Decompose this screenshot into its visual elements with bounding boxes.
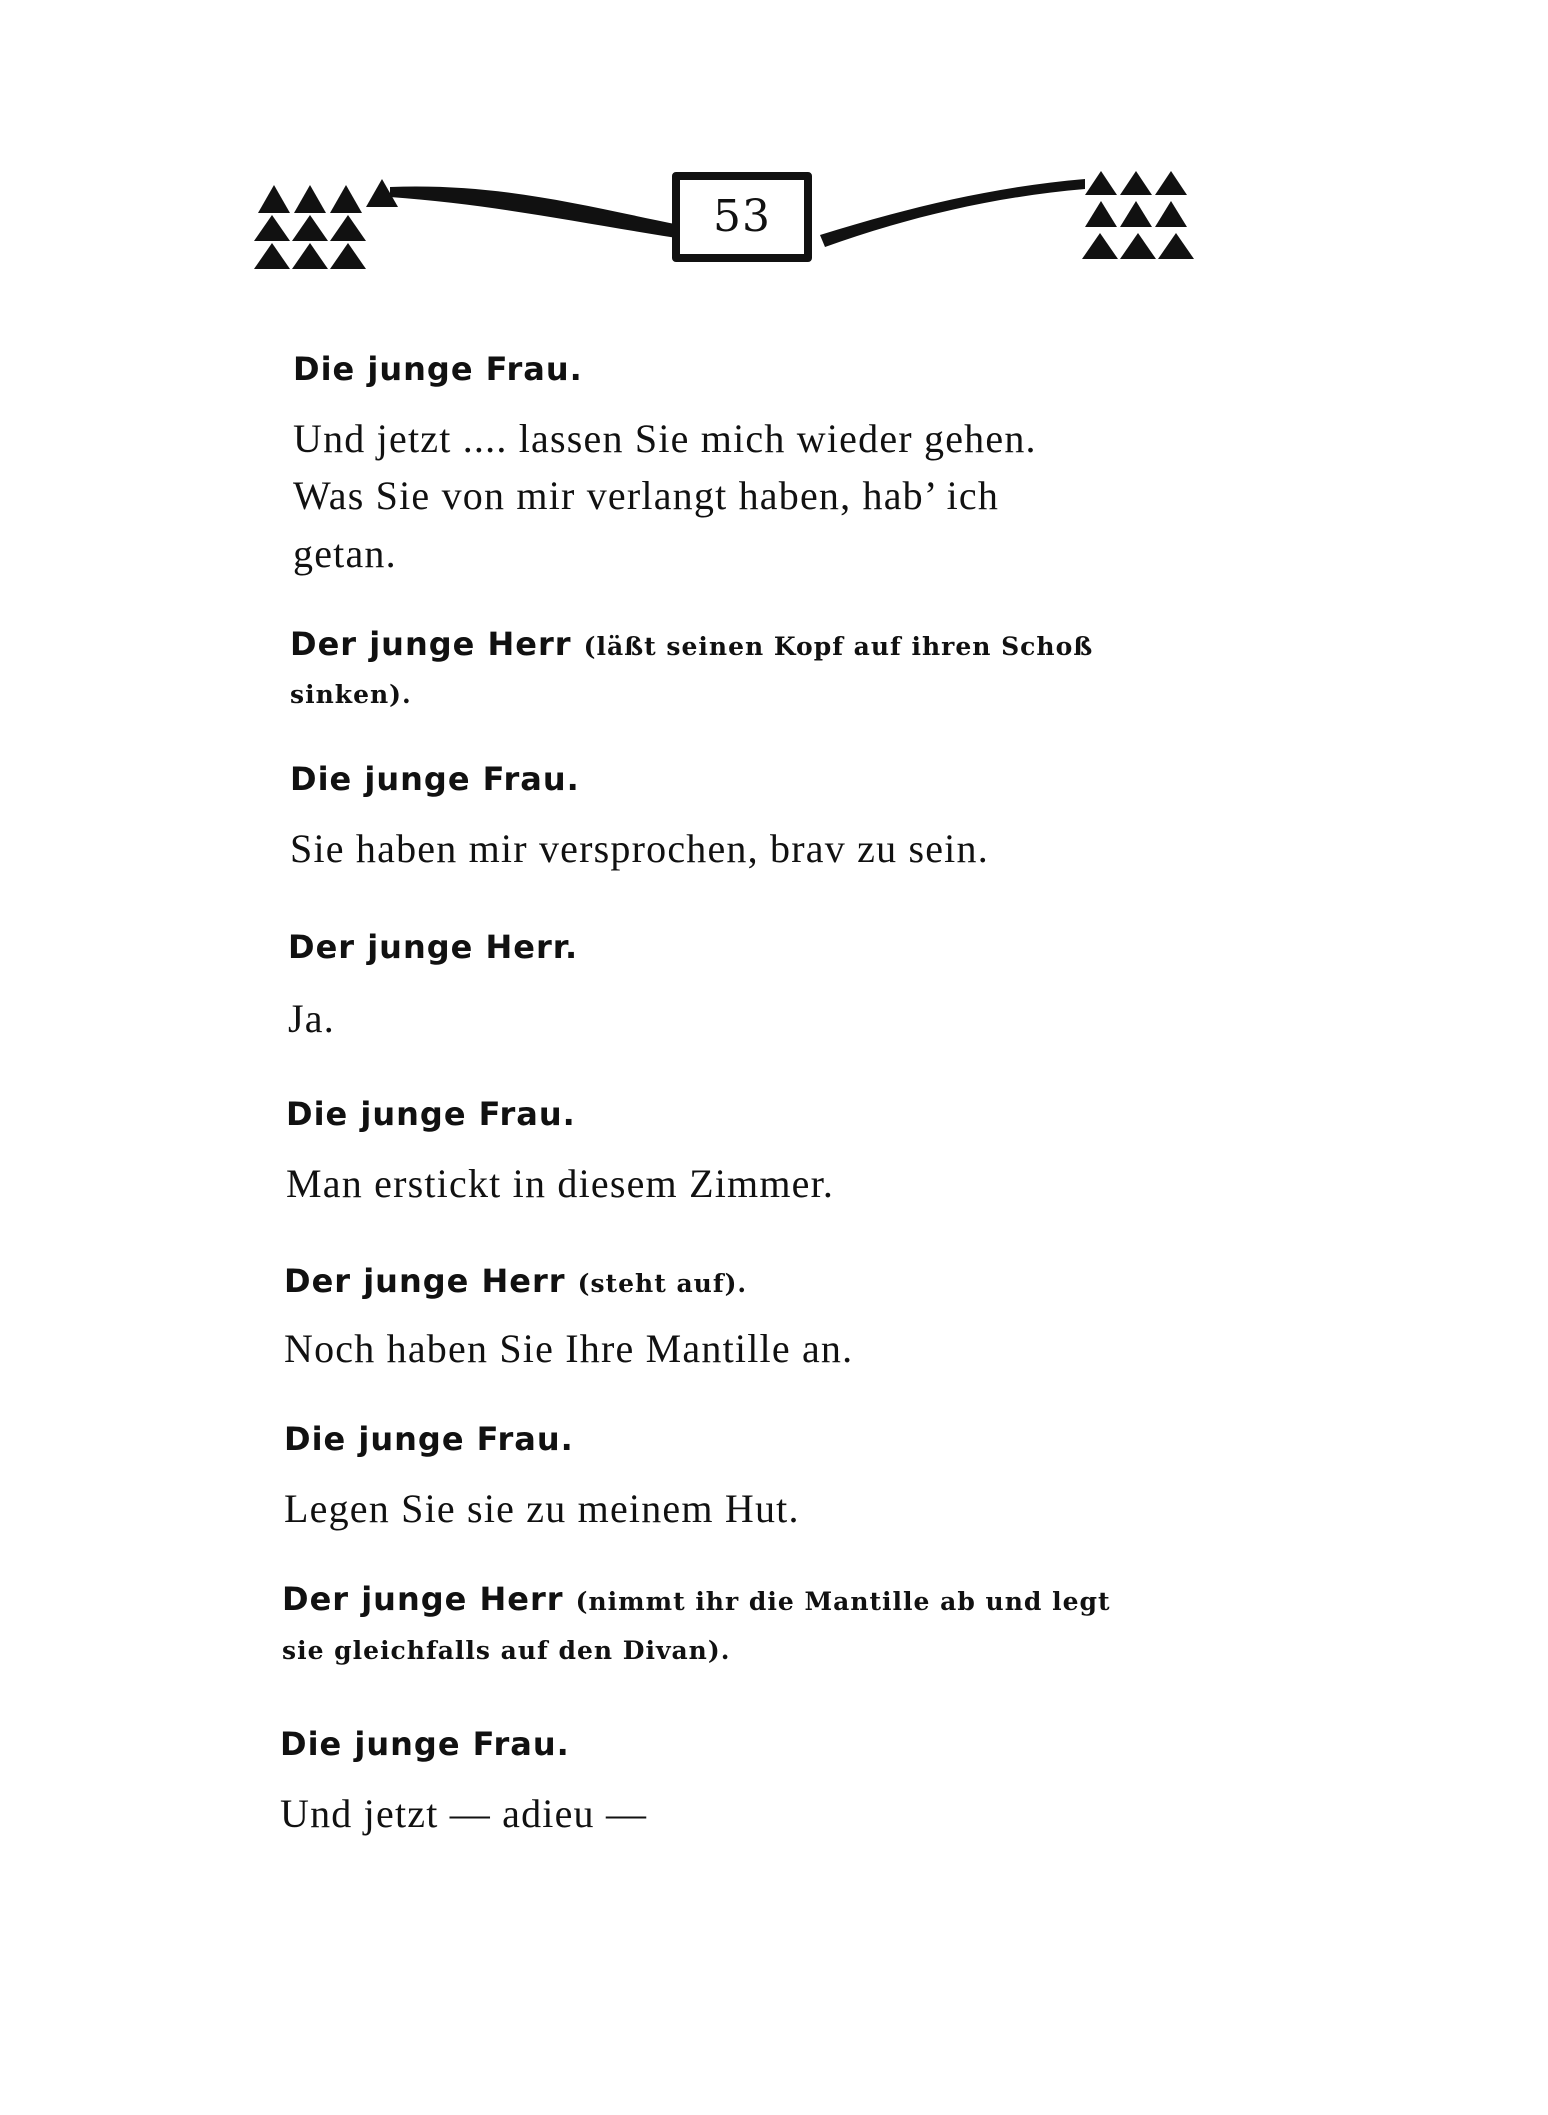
speaker-label: Die junge Frau. — [286, 1095, 576, 1133]
stage-direction: (läßt seinen Kopf auf ihren Schoß — [583, 632, 1094, 661]
dialogue-line: Man erstickt in diesem Zimmer. — [286, 1161, 835, 1206]
right-triangle-cluster — [1082, 171, 1194, 259]
stage-direction: (nimmt ihr die Mantille ab und legt — [575, 1587, 1111, 1616]
dialogue-line: Sie haben mir versprochen, brav zu sein. — [290, 826, 989, 871]
stage-direction: (steht auf). — [577, 1269, 748, 1298]
dialogue-line: getan. — [293, 531, 397, 576]
dialogue-line: Und jetzt .... lassen Sie mich wieder gehen. — [293, 416, 1037, 461]
speaker-name: Der junge Herr — [290, 625, 572, 663]
speaker-label — [284, 1262, 747, 1300]
speaker-label: Der junge Herr. — [288, 928, 579, 966]
right-swash — [820, 179, 1085, 247]
stage-direction-continued: sie gleichfalls auf den Divan). — [282, 1636, 731, 1665]
page-number: 53 — [672, 172, 812, 262]
dialogue-line: Noch haben Sie Ihre Mantille an. — [284, 1326, 854, 1371]
dialogue-line: Und jetzt — adieu — — [280, 1791, 648, 1836]
speaker-label: Die junge Frau. — [293, 350, 583, 388]
left-triangle-cluster — [254, 179, 398, 269]
speaker-name: Der junge Herr — [284, 1262, 566, 1300]
dialogue-line: Ja. — [288, 996, 335, 1041]
dialogue-line: Was Sie von mir verlangt haben, hab’ ich — [293, 473, 1000, 518]
speaker-name: Der junge Herr — [282, 1580, 564, 1618]
speaker-label: Die junge Frau. — [280, 1725, 570, 1763]
speaker-label — [290, 625, 1093, 663]
speaker-label: Die junge Frau. — [284, 1420, 574, 1458]
speaker-label — [282, 1580, 1111, 1618]
dialogue-line: Legen Sie sie zu meinem Hut. — [284, 1486, 800, 1531]
stage-direction-continued: sinken). — [290, 680, 412, 709]
left-swash — [390, 187, 690, 240]
speaker-label: Die junge Frau. — [290, 760, 580, 798]
